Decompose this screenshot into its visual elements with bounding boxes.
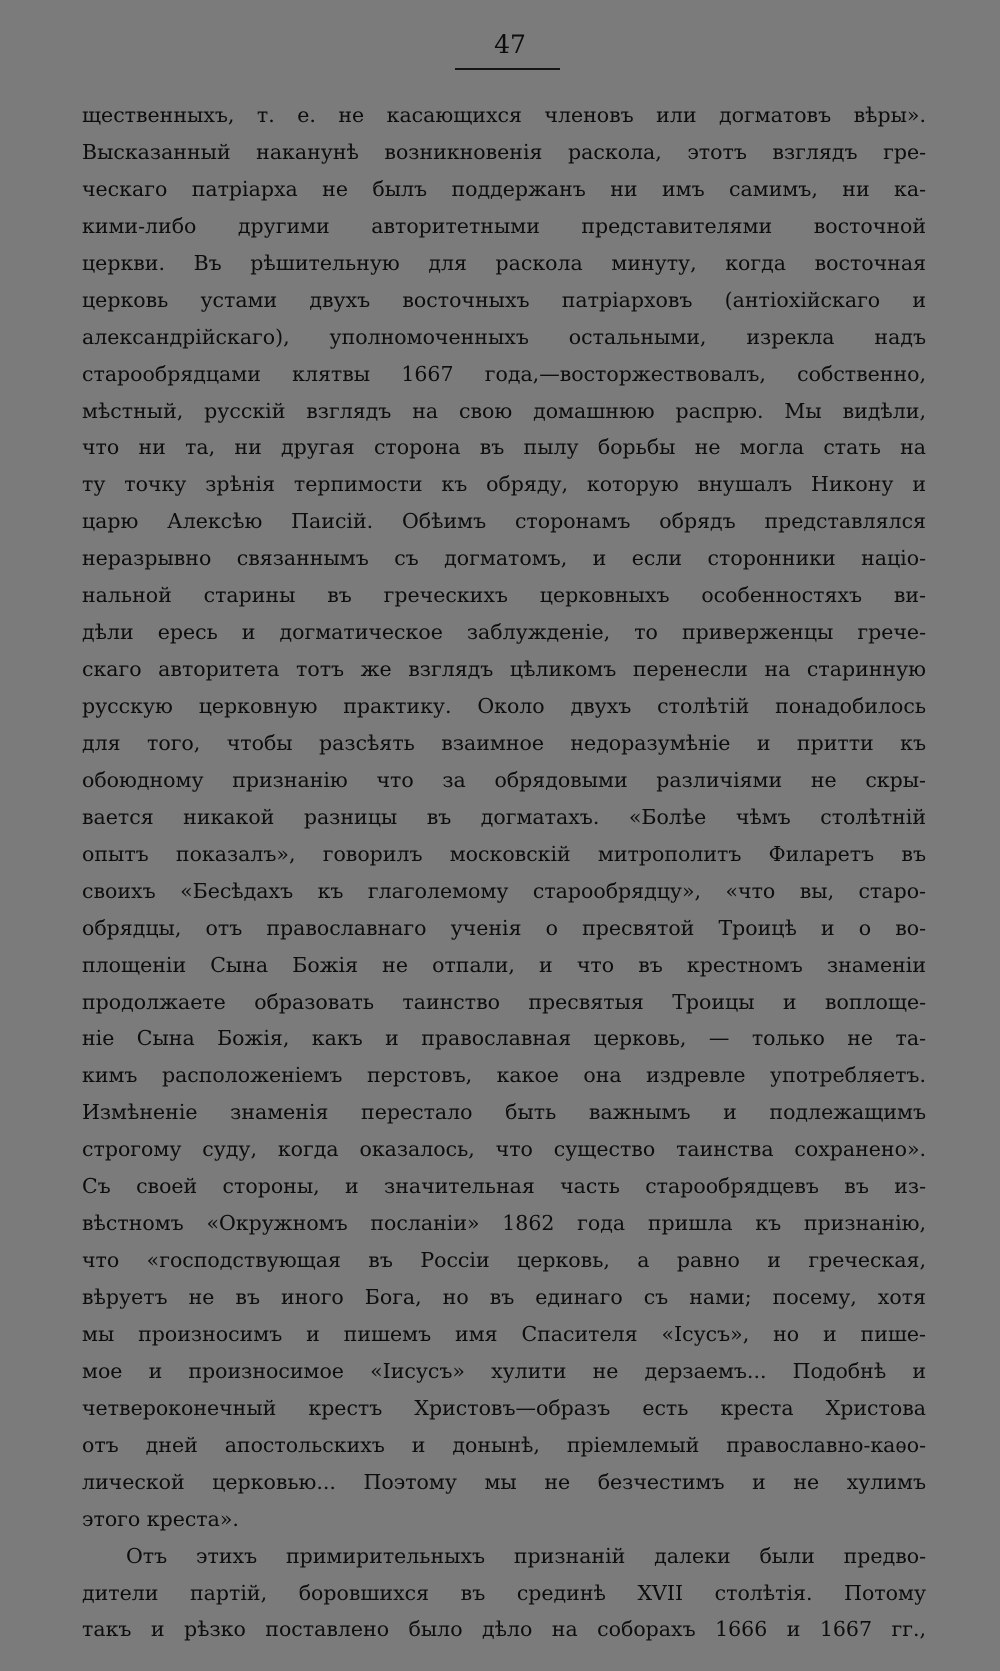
text-line: скаго авторитета тотъ же взглядъ цѣликомъ перенесли на старинную bbox=[82, 657, 926, 682]
text-line: площеніи Сына Божія не отпали, и что въ крестномъ знаменіи bbox=[82, 952, 926, 977]
text-line: для того, чтобы разсѣять взаимное недоразумѣніе и притти къ bbox=[82, 730, 926, 755]
text-line: Отъ этихъ примирительныхъ признаній далеки были предво- bbox=[126, 1543, 926, 1568]
text-line: мѣстный, русскій взглядъ на свою домашнюю распрю. Мы видѣли, bbox=[82, 398, 926, 423]
text-line: щественныхъ, т. е. не касающихся членовъ или догматовъ вѣры». bbox=[82, 103, 926, 127]
text-line: ніе Сына Божія, какъ и православная церковь, — только не та- bbox=[82, 1026, 926, 1051]
text-line: церковь устами двухъ восточныхъ патріарховъ (антіохійскаго и bbox=[82, 287, 926, 312]
text-line: мы произносимъ и пишемъ имя Спасителя «Ісусъ», но и пише- bbox=[82, 1321, 926, 1346]
text-line: кимъ расположеніемъ перстовъ, какое она издревле употребляетъ. bbox=[82, 1063, 926, 1088]
text-line: этого креста». bbox=[82, 1506, 239, 1531]
text-line: Съ своей стороны, и значительная часть старообрядцевъ въ из- bbox=[82, 1174, 926, 1199]
text-line: что «господствующая въ Россіи церковь, а равно и греческая, bbox=[82, 1248, 926, 1273]
body-text bbox=[82, 97, 926, 1648]
text-line: вается никакой разницы въ догматахъ. «Болѣе чѣмъ столѣтній bbox=[82, 804, 926, 829]
text-line: дѣли ересь и догматическое заблужденіе, то приверженцы грече- bbox=[82, 620, 926, 645]
text-line: опытъ показалъ», говорилъ московскій митрополитъ Филаретъ въ bbox=[82, 841, 926, 866]
text-line: неразрывно связаннымъ съ догматомъ, и если сторонники націо- bbox=[82, 546, 926, 571]
text-line: дители партій, боровшихся въ срединѣ XVII столѣтія. Потому bbox=[82, 1580, 926, 1605]
text-line: русскую церковную практику. Около двухъ столѣтій понадобилось bbox=[82, 694, 926, 718]
text-line: ческаго патріарха не былъ поддержанъ ни имъ самимъ, ни ка- bbox=[82, 176, 926, 201]
text-line: обоюдному признанію что за обрядовыми различіями не скры- bbox=[82, 767, 926, 792]
text-line: мое и произносимое «Іисусъ» хулити не дерзаемъ... Подобнѣ и bbox=[82, 1358, 926, 1383]
page-number: 47 bbox=[494, 30, 526, 59]
text-line: отъ дней апостольскихъ и донынѣ, пріемлемый православно-каѳо- bbox=[82, 1432, 926, 1457]
text-line: своихъ «Бесѣдахъ къ глаголемому старообрядцу», «что вы, старо- bbox=[82, 878, 926, 903]
text-line: Измѣненіе знаменія перестало быть важнымъ и подлежащимъ bbox=[82, 1100, 926, 1125]
text-line: александрійскаго), уполномоченныхъ остальными, изрекла надъ bbox=[82, 324, 926, 349]
text-line: лической церковью... Поэтому мы не безчестимъ и не хулимъ bbox=[82, 1469, 926, 1494]
text-line: строгому суду, когда оказалось, что существо таинства сохранено». bbox=[82, 1137, 926, 1162]
text-line: Высказанный наканунѣ возникновенія раскола, этотъ взглядъ гре- bbox=[82, 139, 926, 164]
text-line: ту точку зрѣнія терпимости къ обряду, которую внушалъ Никону и bbox=[82, 472, 926, 497]
text-line: обрядцы, отъ православнаго ученія о пресвятой Троицѣ и о во- bbox=[82, 915, 926, 940]
text-line: церкви. Въ рѣшительную для раскола минуту, когда восточная bbox=[82, 250, 926, 275]
text-line: вѣстномъ «Окружномъ посланіи» 1862 года пришла къ признанію, bbox=[82, 1211, 926, 1236]
text-line: старообрядцами клятвы 1667 года,—восторжествовалъ, собственно, bbox=[82, 361, 926, 386]
text-line: вѣруетъ не въ иного Бога, но въ единаго съ нами; посему, хотя bbox=[82, 1285, 926, 1309]
page-number-rule bbox=[455, 68, 560, 70]
text-line: продолжаете образовать таинство пресвятыя Троицы и воплоще- bbox=[82, 989, 926, 1014]
text-line: царю Алексѣю Паисій. Обѣимъ сторонамъ обрядъ представлялся bbox=[82, 509, 926, 534]
text-line: нальной старины въ греческихъ церковныхъ особенностяхъ ви- bbox=[82, 583, 926, 608]
text-line: что ни та, ни другая сторона въ пылу борьбы не могла стать на bbox=[82, 435, 926, 460]
text-line: такъ и рѣзко поставлено было дѣло на соборахъ 1666 и 1667 гг., bbox=[82, 1617, 926, 1642]
text-line: четвероконечный крестъ Христовъ—образъ есть креста Христова bbox=[82, 1395, 926, 1420]
text-line: кими-либо другими авторитетными представителями восточной bbox=[82, 213, 926, 238]
